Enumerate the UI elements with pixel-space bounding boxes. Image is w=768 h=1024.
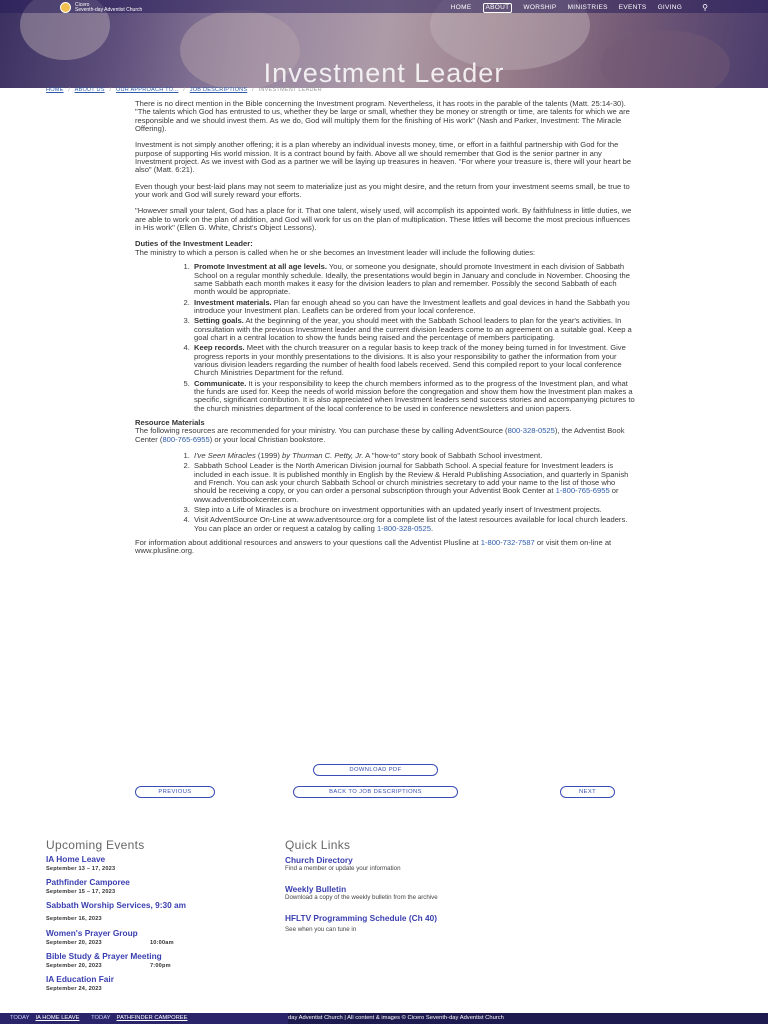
resources-intro (135, 427, 635, 444)
download-pdf-button[interactable]: DOWNLOAD PDF (313, 764, 438, 776)
paragraph: Investment is not simply another offering; it is a plan whereby an individual invests money, time, or effort in a faithful partnership with God for the purpose of supporting His world mission. It is a contract bound by faith. Above all we should remember that God is the senior partner in any Investment project. As we invest with God as a partner we will be laying up treasures in heaven. "For where your treasure is, there will your heart be also" (Matt. 6:21). (135, 140, 632, 175)
text: A "how-to" story book of Sabbath School investment. (363, 451, 543, 461)
event-title[interactable]: Bible Study & Prayer Meeting (46, 951, 162, 961)
text: For information about additional resources and answers to your questions call the Adventist Plusline at (135, 538, 481, 548)
text: (1999) (255, 451, 282, 461)
text: Visit AdventSource On-Line at www.adventsource.org for a complete list of the latest resources available for local church leaders. You can place an order or request a catalog by calling (194, 515, 628, 533)
quick-link-desc: Find a member or update your information (285, 865, 401, 872)
page-title: Investment Leader (263, 58, 505, 88)
next-button[interactable]: NEXT (560, 786, 615, 798)
logo-text (75, 3, 175, 13)
search-icon[interactable]: ⚲ (702, 3, 708, 12)
event-title[interactable]: IA Home Leave (46, 854, 106, 864)
quick-link-desc: See when you can tune in (285, 926, 357, 933)
duty-title: Keep records. (194, 343, 245, 353)
logo-line-1: Cicero (75, 1, 90, 8)
list-item (192, 452, 635, 460)
event-date: September 20, 2023 (46, 963, 102, 969)
breadcrumb-job-descriptions[interactable]: JOB DESCRIPTIONS (189, 87, 248, 93)
main-menu (440, 3, 708, 13)
logo-icon (60, 2, 71, 13)
quick-link-church-directory[interactable]: Church Directory (285, 855, 353, 865)
footer-widgets (0, 823, 768, 1013)
logo-line-2: Seventh-day Adventist Church (75, 6, 143, 13)
duty-title: Investment materials. (194, 297, 272, 307)
church-logo[interactable] (60, 2, 175, 13)
breadcrumb (46, 87, 322, 93)
previous-button[interactable]: PREVIOUS (135, 786, 215, 798)
text: . (430, 523, 434, 533)
abc-phone-link[interactable]: 1-800-765-6955 (555, 486, 610, 496)
duties-list (135, 263, 635, 413)
event-title[interactable]: IA Education Fair (46, 974, 114, 984)
duties-heading: Duties of the Investment Leader: (135, 239, 253, 249)
breadcrumb-about[interactable]: ABOUT US (74, 87, 105, 93)
resources-heading: Resource Materials (135, 418, 205, 427)
text: or visit them on-line at www.plusline.org. (135, 538, 612, 556)
adventsource-phone-link[interactable]: 1-800-328-0525 (376, 523, 431, 533)
nav-giving[interactable]: GIVING (657, 4, 683, 11)
event-time: 7:00pm (150, 963, 171, 969)
breadcrumb-separator: / (252, 87, 254, 93)
ticker-label: TODAY (91, 1015, 111, 1021)
nav-about[interactable]: ABOUT (483, 3, 513, 13)
event-date: September 16, 2023 (46, 916, 102, 922)
back-to-job-descriptions-button[interactable]: BACK TO JOB DESCRIPTIONS (293, 786, 458, 798)
duty-text: Plan far enough ahead so you can have the Investment leaflets and goal devices in hand the Sabbath you introduce your Investment plan. Leaflets can be ordered from your local conference. (194, 297, 630, 315)
copyright-text: day Adventist Church | All content & images © Cicero Seventh-day Adventist Church (288, 1015, 504, 1021)
breadcrumb-approach[interactable]: OUR APPROACH TO... (115, 87, 179, 93)
duty-text: You, or someone you designate, should promote Investment in each division of Sabbath School on a regular monthly schedule. Ideally, the presentations would begin in January and conclude in November. Choosing the same Sabbath each month makes it easy for the division leaders to plan and remember. Possibly the second Sabbath of each month would be appropriate. (194, 262, 630, 297)
list-item (192, 317, 635, 342)
upcoming-events-title: Upcoming Events (46, 838, 145, 852)
duties-intro: The ministry to which a person is called when he or she becomes an Investment leader will include the following duties: (135, 247, 536, 257)
book-title: I've Seen Miracles (194, 451, 256, 461)
quick-link-hfltv[interactable]: HFLTV Programming Schedule (Ch 40) (285, 913, 437, 923)
hero-banner (0, 0, 768, 88)
breadcrumb-separator: / (109, 87, 112, 93)
breadcrumb-home[interactable]: HOME (46, 87, 64, 93)
text: Sabbath School Leader is the North American Division journal for Sabbath School. A special feature for Investment leaders is included in each issue. It is published monthly in English by the Review & Herald Publishing Association, and quarterly in Spanish and French. You can ask your church Sabbath School or church ministries secretary to add your name to the list of those who should be receiving a copy, or you can order a personal subscription through your Adventist Book Center at (194, 461, 629, 496)
paragraph: Even though your best-laid plans may not seem to materialize just as you might desire, and the return from your investment seems small, be true to your work and God will surely reward your efforts. (135, 181, 630, 200)
event-date: September 15 – 17, 2023 (46, 889, 116, 895)
list-item (192, 299, 635, 316)
list-item (192, 462, 635, 504)
list-item (192, 516, 635, 533)
text: The following resources are recommended for your ministry. You can purchase these by calling AdventSource ( (135, 426, 508, 436)
list-item (192, 380, 635, 413)
quick-link-weekly-bulletin[interactable]: Weekly Bulletin (285, 884, 347, 894)
event-time: 10:00am (150, 940, 174, 946)
nav-events[interactable]: EVENTS (618, 4, 647, 11)
duty-text: Meet with the church treasurer on a regular basis to keep track of the money being turned in for Investment. Give progress reports in your monthly presentations to the divisions. It is also your responsibility to gather the information from your various division leaders regarding the number of health food labels received. Send this compiled report to your local conference Church Ministries Department for the refund. (194, 343, 626, 378)
duty-text: At the beginning of the year, you should meet with the Sabbath School leaders to plan for the year's activities. In consultation with the previous Investment leader and the current division leaders come to an agreement on a suitable goal. Keep a goal chart in a central location to show the funds being raised and the percentage of members participating. (194, 316, 632, 342)
quick-link-desc: Download a copy of the weekly bulletin from the archive (285, 894, 438, 901)
nav-home[interactable]: HOME (450, 4, 472, 11)
list-item: 3. Step into a Life of Miracles is a brochure on investment opportunities with an updated yearly insert of Investment projects. (192, 506, 635, 514)
breadcrumb-separator: / (68, 87, 71, 93)
nav-ministries[interactable]: MINISTRIES (567, 4, 608, 11)
duty-title: Setting goals. (194, 316, 244, 326)
event-title[interactable]: Women's Prayer Group (46, 928, 138, 938)
book-author: by Thurman C. Petty, Jr. (281, 451, 364, 461)
event-date: September 13 – 17, 2023 (46, 866, 116, 872)
duty-text: It is your responsibility to keep the church members informed as to the progress of the Investment plan, and what the funds are used for. Keep the needs of world mission before the congregation and show them how the Investment plan makes a specific, significant contribution. It is also appreciated when Investment leaders send success stories and accompanying pictures to the church ministries department of the local conference to be used in conference newsletters and union papers. (194, 378, 635, 413)
closing-paragraph (135, 539, 635, 556)
resources-list (135, 452, 635, 533)
list-item (192, 344, 635, 377)
top-nav (0, 0, 768, 13)
paragraph: There is no direct mention in the Bible concerning the Investment program. Nevertheless, it has roots in the parable of the talents (Matt. 25:14-30). "The talents which God has entrusted to us, whether they be large or small, whether they be money or strength or time, are talents for which we are responsible and we should invest them. As we do, God will multiply them for the finishing of His work" (Nash and Parker, Investment: The Miracle Offering). (135, 99, 630, 134)
text: ), the Adventist Book Center ( (135, 426, 625, 444)
plusline-phone-link[interactable]: 1-800-732-7587 (480, 538, 535, 548)
duty-title: Communicate. (194, 378, 247, 388)
breadcrumb-current: INVESTMENT LEADER (258, 87, 322, 93)
duty-title: Promote Investment at all age levels. (194, 262, 327, 272)
quick-links-title: Quick Links (285, 838, 351, 852)
event-date: September 24, 2023 (46, 986, 102, 992)
article-body (135, 100, 635, 564)
ticker-event[interactable]: PATHFINDER CAMPOREE (116, 1015, 188, 1021)
abc-phone-link[interactable]: 800-765-6955 (162, 434, 210, 444)
event-title[interactable]: Sabbath Worship Services, 9:30 am (46, 900, 187, 910)
list-item (192, 263, 635, 296)
ticker-event[interactable]: IA HOME LEAVE (35, 1015, 80, 1021)
text: ) or your local Christian bookstore. (209, 434, 326, 444)
breadcrumb-separator: / (183, 87, 185, 93)
events-ticker (0, 1013, 288, 1024)
bottom-bar (0, 1013, 768, 1024)
event-date: September 20, 2023 (46, 940, 102, 946)
event-title[interactable]: Pathfinder Camporee (46, 877, 130, 887)
nav-worship[interactable]: WORSHIP (523, 4, 557, 11)
adventsource-phone-link[interactable]: 800-328-0525 (507, 426, 555, 436)
paragraph: "However small your talent, God has a place for it. That one talent, wisely used, will accomplish its appointed work. By faithfulness in little duties, we are able to work on the plan of addition, and God will work for us on the plan of multiplication. These littles will become the most precious influences in His work" (Ellen G. White, Christ's Object Lessons). (135, 206, 632, 233)
text: or www.adventistbookcenter.com. (194, 486, 619, 504)
ticker-label: TODAY (10, 1015, 30, 1021)
